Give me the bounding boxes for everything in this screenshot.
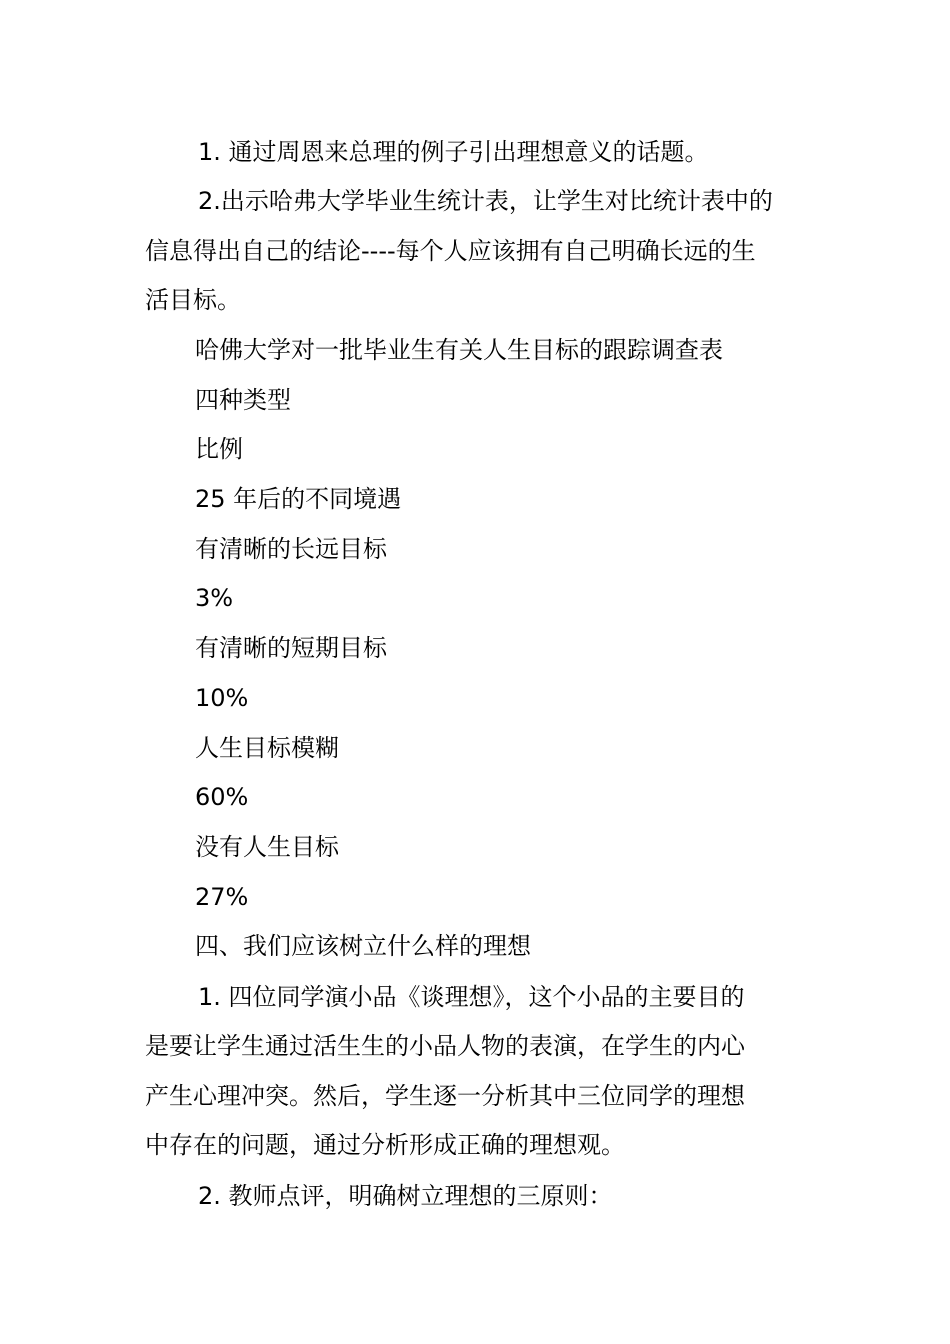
table-header-type: 四种类型 [195, 386, 291, 414]
paragraph-item-1: 1. 四位同学演小品《谈理想》，这个小品的主要目的 [198, 983, 745, 1011]
paragraph-item-2: 2.出示哈弗大学毕业生统计表，让学生对比统计表中的 [198, 187, 773, 215]
table-cell-ratio: 3% [195, 584, 234, 612]
paragraph-line: 信息得出自己的结论----每个人应该拥有自己明确长远的生 [145, 237, 756, 265]
section-heading: 四、我们应该树立什么样的理想 [195, 932, 531, 960]
table-cell-type: 有清晰的短期目标 [195, 634, 387, 662]
table-cell-type: 没有人生目标 [195, 833, 339, 861]
table-cell-ratio: 10% [195, 684, 249, 712]
table-cell-type: 人生目标模糊 [195, 734, 339, 762]
paragraph-line: 是要让学生通过活生生的小品人物的表演，在学生的内心 [145, 1032, 745, 1060]
table-title: 哈佛大学对一批毕业生有关人生目标的跟踪调查表 [195, 336, 723, 364]
paragraph-line: 产生心理冲突。然后，学生逐一分析其中三位同学的理想 [145, 1082, 745, 1110]
table-header-outcome: 25 年后的不同境遇 [195, 485, 402, 513]
table-cell-ratio: 27% [195, 883, 249, 911]
paragraph-line: 活目标。 [145, 286, 241, 314]
paragraph-item-1: 1. 通过周恩来总理的例子引出理想意义的话题。 [198, 138, 709, 166]
paragraph-item-2: 2. 教师点评，明确树立理想的三原则： [198, 1182, 613, 1210]
table-cell-ratio: 60% [195, 783, 249, 811]
table-cell-type: 有清晰的长远目标 [195, 535, 387, 563]
table-header-ratio: 比例 [195, 435, 243, 463]
paragraph-line: 中存在的问题，通过分析形成正确的理想观。 [145, 1131, 625, 1159]
